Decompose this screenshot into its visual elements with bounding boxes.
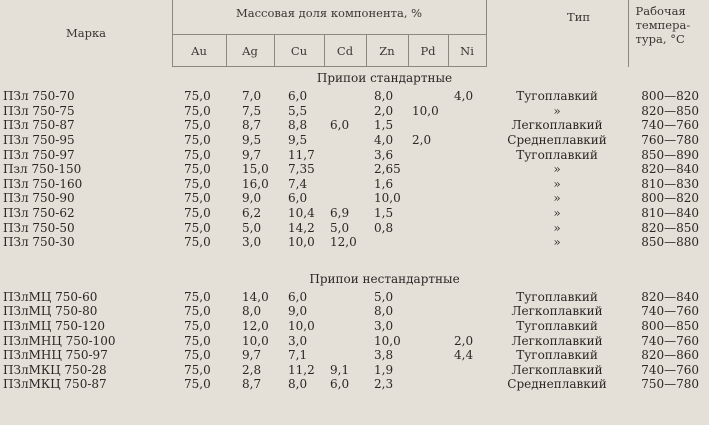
ag-cell: 7,5 (242, 103, 262, 118)
ag-cell: 8,0 (242, 304, 262, 319)
cu-cell: 7,1 (288, 348, 308, 363)
mark-cell: ПЗл 750-70 (3, 89, 75, 104)
temperature-cell: 850—890 (641, 147, 700, 162)
cd-cell (324, 104, 366, 119)
pd-cell (408, 290, 448, 305)
cu-cell: 14,2 (288, 220, 315, 235)
table-row (0, 104, 709, 119)
zn-cell: 2,0 (374, 103, 394, 118)
temperature-cell: 820—840 (641, 289, 700, 304)
mark-cell: ПЗлМНЦ 750-97 (3, 348, 108, 363)
ni-cell (448, 118, 486, 133)
temperature-cell: 820—850 (641, 103, 700, 118)
au-cell: 75,0 (184, 147, 211, 162)
au-cell: 75,0 (184, 235, 211, 250)
temperature-cell: 800—820 (641, 89, 700, 104)
au-cell: 75,0 (184, 176, 211, 191)
au-cell: 75,0 (184, 162, 211, 177)
mark-cell: ПЗлМЦ 750-80 (3, 304, 98, 319)
temperature-cell: 810—840 (641, 206, 700, 221)
zn-cell: 1,6 (374, 176, 394, 191)
zn-cell: 3,6 (374, 147, 394, 162)
ag-cell: 16,0 (242, 176, 269, 191)
pd-cell (408, 304, 448, 319)
pd-cell (408, 147, 448, 162)
cu-cell: 9,0 (288, 304, 308, 319)
au-cell: 75,0 (184, 89, 211, 104)
au-cell: 75,0 (184, 206, 211, 221)
cu-cell: 5,5 (288, 103, 308, 118)
ni-cell (448, 363, 486, 378)
ag-cell: 7,0 (242, 89, 262, 104)
ni-cell: 4,4 (454, 348, 474, 363)
type-cell: » (553, 220, 561, 235)
cd-cell: 9,1 (330, 362, 350, 377)
temperature-cell: 800—820 (641, 191, 700, 206)
zn-cell: 1,5 (374, 206, 394, 221)
ag-cell: 9,7 (242, 147, 262, 162)
ni-cell (448, 147, 486, 162)
cd-cell (324, 348, 366, 363)
mark-cell: ПЗл 750-90 (3, 191, 75, 206)
cu-cell: 10,0 (288, 235, 315, 250)
spacer-cell (0, 250, 709, 268)
cd-cell (324, 133, 366, 148)
pd-cell (408, 377, 448, 392)
ni-cell (448, 377, 486, 392)
table-row (0, 206, 709, 221)
zn-cell: 10,0 (374, 191, 401, 206)
ag-cell: 9,5 (242, 133, 262, 148)
mark-cell: ПЗл 750-87 (3, 118, 75, 133)
mark-cell: ПЗлМЦ 750-120 (3, 319, 105, 334)
mark-cell: ПЗл 750-75 (3, 103, 75, 118)
pd-cell: 2,0 (412, 133, 432, 148)
column-header-temperature (628, 0, 709, 67)
pd-cell: 10,0 (412, 103, 439, 118)
pd-cell (408, 89, 448, 104)
section-heading-row (0, 67, 709, 90)
table-row (0, 333, 709, 348)
temperature-cell: 850—880 (641, 235, 700, 250)
cd-cell: 5,0 (330, 220, 350, 235)
cu-cell: 8,8 (288, 118, 308, 133)
type-cell: Тугоплавкий (516, 289, 598, 304)
table-row (0, 191, 709, 206)
ni-cell (448, 290, 486, 305)
ni-cell (448, 319, 486, 334)
ag-cell: 9,7 (242, 348, 262, 363)
ag-cell: 9,0 (242, 191, 262, 206)
ag-cell: 14,0 (242, 289, 269, 304)
au-cell: 75,0 (184, 333, 211, 348)
zn-cell: 5,0 (374, 289, 394, 304)
temperature-cell: 750—780 (641, 377, 700, 392)
zn-cell (366, 235, 408, 250)
mark-cell: ПЗлМНЦ 750-100 (3, 333, 116, 348)
zn-cell: 10,0 (374, 333, 401, 348)
cd-cell: 6,0 (330, 118, 350, 133)
pd-cell (408, 118, 448, 133)
mark-cell: Пзл 750-150 (3, 162, 82, 177)
section-spacer (0, 250, 709, 268)
cd-cell (324, 147, 366, 162)
cd-cell (324, 191, 366, 206)
cd-cell: 12,0 (330, 235, 357, 250)
pd-cell (408, 177, 448, 192)
table-row (0, 348, 709, 363)
column-header-pd: Pd (408, 35, 448, 67)
type-cell: Легкоплавкий (511, 118, 603, 133)
temperature-cell: 740—760 (641, 118, 700, 133)
column-header-zn: Zn (366, 35, 408, 67)
cu-cell: 11,2 (288, 362, 315, 377)
zn-cell: 4,0 (374, 133, 394, 148)
temperature-cell: 740—760 (641, 304, 700, 319)
pd-cell (408, 206, 448, 221)
type-cell: » (553, 176, 561, 191)
zn-cell: 0,8 (374, 220, 394, 235)
table-row (0, 319, 709, 334)
ni-cell (448, 191, 486, 206)
temperature-cell: 820—840 (641, 162, 700, 177)
zn-cell: 2,3 (374, 377, 394, 392)
ag-cell: 15,0 (242, 162, 269, 177)
type-cell: Тугоплавкий (516, 147, 598, 162)
column-header-cu: Cu (274, 35, 324, 67)
zn-cell: 1,9 (374, 362, 394, 377)
temperature-cell: 810—830 (641, 176, 700, 191)
pd-cell (408, 348, 448, 363)
table-row (0, 377, 709, 392)
table-header (0, 0, 709, 67)
table-row (0, 235, 709, 250)
table-row (0, 290, 709, 305)
pd-cell (408, 235, 448, 250)
temp-header-line2: темпера- (635, 18, 691, 32)
au-cell: 75,0 (184, 133, 211, 148)
column-header-type: Тип (486, 0, 628, 67)
pd-cell (408, 162, 448, 177)
ni-cell (448, 133, 486, 148)
column-header-cd: Cd (324, 35, 366, 67)
mark-cell: ПЗл 750-50 (3, 220, 75, 235)
cd-cell: 6,9 (330, 206, 350, 221)
pd-cell (408, 363, 448, 378)
pd-cell (408, 319, 448, 334)
type-cell: Среднеплавкий (507, 377, 607, 392)
table-row (0, 363, 709, 378)
pd-cell (408, 220, 448, 235)
type-cell: » (553, 162, 561, 177)
table-row (0, 89, 709, 104)
section-title: Припои стандартные (316, 71, 453, 85)
cu-cell: 3,0 (288, 333, 308, 348)
cu-cell: 6,0 (288, 191, 308, 206)
ag-cell: 12,0 (242, 319, 269, 334)
zn-cell: 1,5 (374, 118, 394, 133)
temperature-cell: 740—760 (641, 362, 700, 377)
section-heading-row (0, 268, 709, 290)
pd-cell (408, 191, 448, 206)
au-cell: 75,0 (184, 191, 211, 206)
zn-cell: 8,0 (374, 89, 394, 104)
ag-cell: 3,0 (242, 235, 262, 250)
table-row (0, 177, 709, 192)
pd-cell (408, 333, 448, 348)
mark-cell: ПЗл 750-95 (3, 133, 75, 148)
temp-header-line1: Рабочая (635, 4, 686, 18)
temperature-cell: 820—850 (641, 220, 700, 235)
ni-cell (448, 220, 486, 235)
mark-cell: ПЗлМКЦ 750-87 (3, 377, 107, 392)
type-cell: » (553, 206, 561, 221)
temperature-cell: 740—760 (641, 333, 700, 348)
ag-cell: 8,7 (242, 118, 262, 133)
au-cell: 75,0 (184, 118, 211, 133)
au-cell: 75,0 (184, 348, 211, 363)
cu-cell: 10,0 (288, 319, 315, 334)
type-cell: » (553, 103, 561, 118)
cd-cell: 6,0 (330, 377, 350, 392)
cd-cell (324, 290, 366, 305)
cd-cell (324, 177, 366, 192)
temperature-cell: 820—860 (641, 348, 700, 363)
temp-header-line3: тура, °С (635, 32, 685, 46)
zn-cell: 3,8 (374, 348, 394, 363)
table-row (0, 304, 709, 319)
ni-cell (448, 235, 486, 250)
ag-cell: 6,2 (242, 206, 262, 221)
mark-cell: ПЗл 750-30 (3, 235, 75, 250)
ni-cell: 4,0 (454, 89, 474, 104)
ag-cell: 5,0 (242, 220, 262, 235)
au-cell: 75,0 (184, 103, 211, 118)
zn-cell: 2,65 (374, 162, 401, 177)
temperature-cell: 800—850 (641, 319, 700, 334)
ni-cell: 2,0 (454, 333, 474, 348)
type-cell: Тугоплавкий (516, 348, 598, 363)
cu-cell: 6,0 (288, 289, 308, 304)
cd-cell (324, 89, 366, 104)
column-header-ag: Ag (226, 35, 274, 67)
mark-cell: ПЗлМЦ 750-60 (3, 289, 98, 304)
mark-cell: ПЗл 750-97 (3, 147, 75, 162)
ni-cell (448, 162, 486, 177)
cu-cell: 7,35 (288, 162, 315, 177)
table-row (0, 162, 709, 177)
table-row (0, 147, 709, 162)
au-cell: 75,0 (184, 220, 211, 235)
cd-cell (324, 319, 366, 334)
table-row (0, 133, 709, 148)
au-cell: 75,0 (184, 362, 211, 377)
table-body (0, 67, 709, 392)
column-header-ni: Ni (448, 35, 486, 67)
ni-cell (448, 304, 486, 319)
zn-cell: 3,0 (374, 319, 394, 334)
type-cell: Легкоплавкий (511, 304, 603, 319)
type-cell: Легкоплавкий (511, 362, 603, 377)
cd-cell (324, 304, 366, 319)
type-cell: Легкоплавкий (511, 333, 603, 348)
type-cell: Тугоплавкий (516, 89, 598, 104)
mark-cell: ПЗл 750-160 (3, 176, 83, 191)
type-cell: Тугоплавкий (516, 319, 598, 334)
zn-cell: 8,0 (374, 304, 394, 319)
au-cell: 75,0 (184, 319, 211, 334)
column-header-mark: Марка (0, 0, 172, 67)
temperature-cell: 760—780 (641, 133, 700, 148)
mark-cell: ПЗл 750-62 (3, 206, 75, 221)
au-cell: 75,0 (184, 377, 211, 392)
type-cell: » (553, 191, 561, 206)
mark-cell: ПЗлМКЦ 750-28 (3, 362, 107, 377)
cu-cell: 7,4 (288, 176, 308, 191)
ag-cell: 8,7 (242, 377, 262, 392)
type-cell: » (553, 235, 561, 250)
ag-cell: 10,0 (242, 333, 269, 348)
cd-cell (324, 333, 366, 348)
type-cell: Среднеплавкий (507, 133, 607, 148)
cd-cell (324, 162, 366, 177)
au-cell: 75,0 (184, 304, 211, 319)
cu-cell: 9,5 (288, 133, 308, 148)
column-header-mass-fraction: Массовая доля компонента, % (172, 0, 486, 35)
ni-cell (448, 104, 486, 119)
ni-cell (448, 206, 486, 221)
table-row (0, 220, 709, 235)
section-title: Припои нестандартные (309, 271, 460, 286)
au-cell: 75,0 (184, 289, 211, 304)
cu-cell: 8,0 (288, 377, 308, 392)
cu-cell: 10,4 (288, 206, 315, 221)
ni-cell (448, 177, 486, 192)
cu-cell: 6,0 (288, 89, 308, 104)
column-header-au: Au (172, 35, 226, 67)
table-row (0, 118, 709, 133)
ag-cell: 2,8 (242, 362, 262, 377)
cu-cell: 11,7 (288, 147, 315, 162)
